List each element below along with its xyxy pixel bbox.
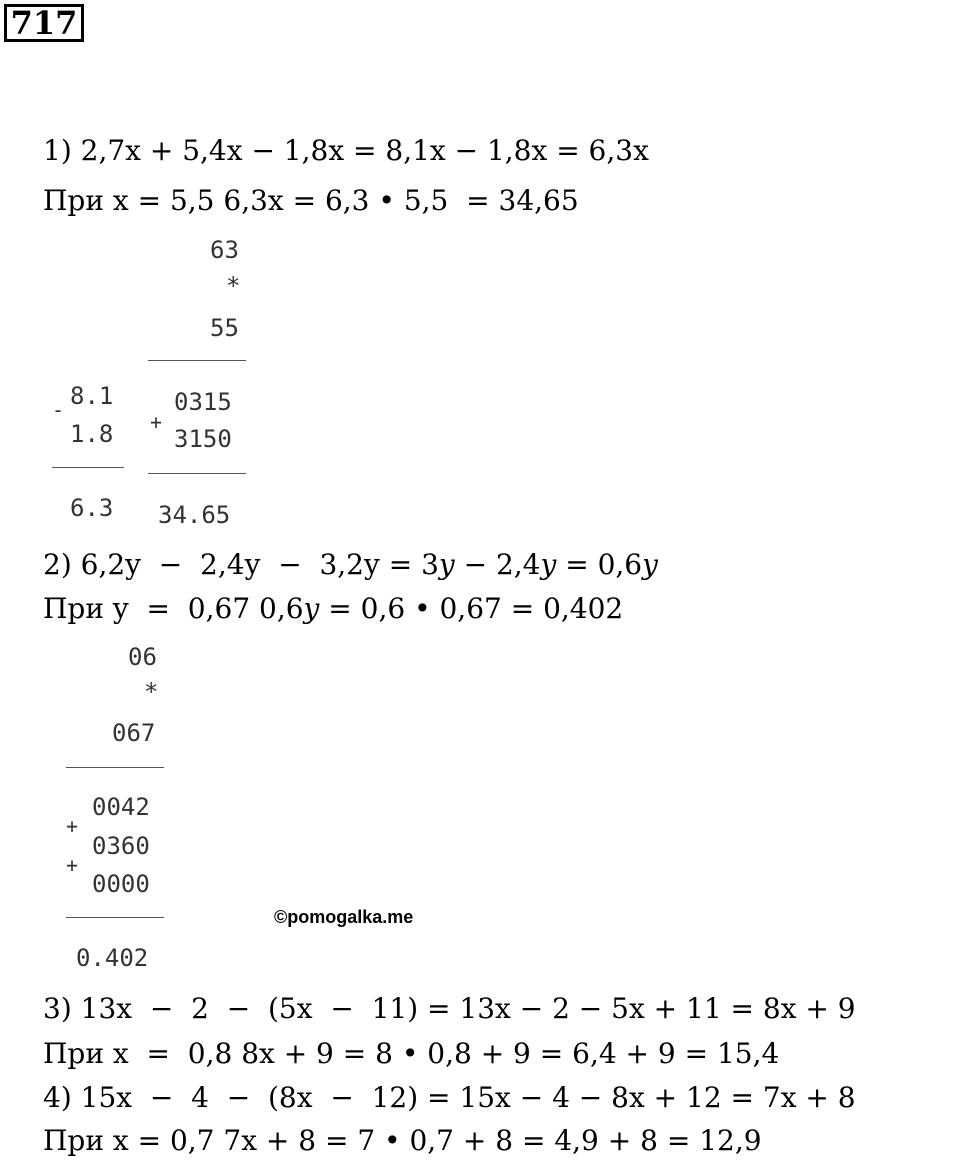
sub1-rule: [52, 467, 124, 468]
part2-evaluation: При y = 0,67 0,6𝑦 = 0,6 • 0,67 = 0,402: [43, 592, 624, 625]
part4-equation: 4) 15x − 4 − (8x − 12) = 15x − 4 − 8x + 12 = 7x + 8: [43, 1081, 856, 1114]
part1-equation: 1) 2,7x + 5,4x − 1,8x = 8,1x − 1,8x = 6,3x: [43, 134, 649, 167]
mult1-partial-1: 0315: [174, 388, 232, 416]
mult1-result: 34.65: [158, 501, 231, 529]
mult1-factor-b: 55: [210, 314, 239, 342]
watermark: ©pomogalka.me: [274, 907, 414, 927]
part3-evaluation: При x = 0,8 8x + 9 = 8 • 0,8 + 9 = 6,4 + 9 = 15,4: [43, 1037, 780, 1070]
problem-number: 717: [4, 4, 84, 42]
mult2-factor-a: 06: [128, 643, 157, 671]
part1-evaluation: При x = 5,5 6,3x = 6,3 • 5,5 = 34,65: [43, 184, 579, 217]
mult1-rule-bottom: [148, 473, 246, 474]
mult1-operator: *: [226, 272, 241, 300]
sub1-subtrahend: 1.8: [70, 420, 114, 448]
mult2-partial-1: 0042: [92, 793, 150, 821]
mult2-plus-sign-2: +: [66, 853, 79, 877]
mult2-operator: *: [144, 678, 159, 706]
mult1-partial-2: 3150: [174, 425, 232, 453]
sub1-minus-sign: -: [52, 398, 65, 422]
mult2-rule-top: [66, 767, 164, 768]
part2-equation: 2) 6,2y − 2,4y − 3,2y = 3𝑦 − 2,4𝑦 = 0,6𝑦: [43, 548, 658, 581]
mult2-result: 0.402: [76, 944, 149, 972]
mult2-rule-bottom: [66, 917, 164, 918]
mult2-partial-3: 0000: [92, 870, 150, 898]
mult2-partial-2: 0360: [92, 832, 150, 860]
sub1-result: 6.3: [70, 494, 114, 522]
sub1-minuend: 8.1: [70, 382, 114, 410]
mult1-plus-sign: +: [150, 410, 163, 434]
mult2-factor-b: 067: [112, 719, 156, 747]
part3-equation: 3) 13x − 2 − (5x − 11) = 13x − 2 − 5x + 11 = 8x + 9: [43, 992, 856, 1025]
mult1-factor-a: 63: [210, 236, 239, 264]
part4-evaluation: При x = 0,7 7x + 8 = 7 • 0,7 + 8 = 4,9 + 8 = 12,9: [43, 1124, 762, 1157]
mult2-plus-sign-1: +: [66, 814, 79, 838]
mult1-rule-top: [148, 360, 246, 361]
